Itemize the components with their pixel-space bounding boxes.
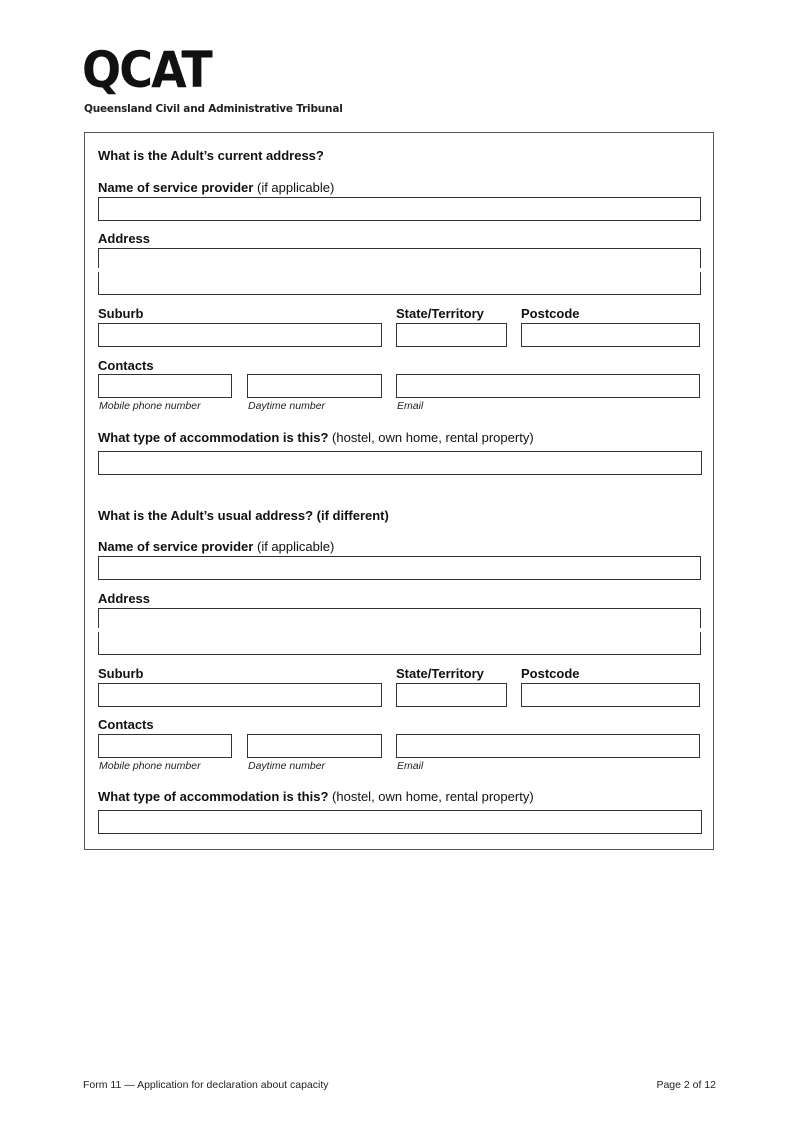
usual-postcode-label: Postcode xyxy=(521,666,580,681)
usual-state-label: State/Territory xyxy=(396,666,484,681)
usual-daytime-field[interactable] xyxy=(247,734,382,758)
usual-address-field-gap xyxy=(97,628,702,632)
usual-accommodation-label xyxy=(98,789,534,804)
qcat-logo: QCAT xyxy=(82,41,211,99)
usual-daytime-caption: Daytime number xyxy=(248,760,326,772)
usual-service-provider-field[interactable] xyxy=(98,556,701,580)
current-mobile-field[interactable] xyxy=(98,374,232,398)
current-postcode-field[interactable] xyxy=(521,323,700,347)
usual-mobile-caption: Mobile phone number xyxy=(99,760,201,772)
current-email-caption: Email xyxy=(397,400,424,412)
current-address-field-gap xyxy=(97,268,702,272)
usual-accommodation-label-text: What type of accommodation is this? xyxy=(98,789,329,804)
logo-subtitle: Queensland Civil and Administrative Tribunal xyxy=(84,103,343,115)
usual-email-field[interactable] xyxy=(396,734,700,758)
current-daytime-field[interactable] xyxy=(247,374,382,398)
current-contacts-label: Contacts xyxy=(98,358,154,373)
usual-state-field[interactable] xyxy=(396,683,507,707)
usual-service-provider-label-text: Name of service provider xyxy=(98,539,254,554)
footer-form-title: Form 11 — Application for declaration about capacity xyxy=(83,1079,329,1091)
current-postcode-label: Postcode xyxy=(521,306,580,321)
usual-postcode-field[interactable] xyxy=(521,683,700,707)
usual-address-label: Address xyxy=(98,591,151,606)
current-service-provider-field[interactable] xyxy=(98,197,701,221)
current-address-field[interactable] xyxy=(98,248,701,295)
current-address-heading: What is the Adult’s current address? xyxy=(98,148,324,163)
usual-accommodation-hint: (hostel, own home, rental property) xyxy=(332,789,534,804)
current-accommodation-label-text: What type of accommodation is this? xyxy=(98,430,329,445)
current-email-field[interactable] xyxy=(396,374,700,398)
current-service-provider-label xyxy=(98,180,334,195)
usual-service-provider-label xyxy=(98,539,334,554)
usual-email-caption: Email xyxy=(397,760,424,772)
current-suburb-field[interactable] xyxy=(98,323,382,347)
usual-suburb-label: Suburb xyxy=(98,666,144,681)
current-mobile-caption: Mobile phone number xyxy=(99,400,201,412)
current-service-provider-label-text: Name of service provider xyxy=(98,180,254,195)
current-state-label: State/Territory xyxy=(396,306,484,321)
usual-accommodation-field[interactable] xyxy=(98,810,702,834)
current-state-field[interactable] xyxy=(396,323,507,347)
footer-page-number: Page 2 of 12 xyxy=(656,1079,716,1091)
current-accommodation-hint: (hostel, own home, rental property) xyxy=(332,430,534,445)
current-daytime-caption: Daytime number xyxy=(248,400,326,412)
usual-mobile-field[interactable] xyxy=(98,734,232,758)
current-service-provider-hint: (if applicable) xyxy=(256,180,335,195)
usual-contacts-label: Contacts xyxy=(98,717,154,732)
usual-address-field[interactable] xyxy=(98,608,701,655)
current-accommodation-field[interactable] xyxy=(98,451,702,475)
current-accommodation-label xyxy=(98,430,534,445)
current-suburb-label: Suburb xyxy=(98,306,144,321)
usual-service-provider-hint: (if applicable) xyxy=(256,539,335,554)
usual-address-heading: What is the Adult’s usual address? (if different) xyxy=(98,508,389,523)
usual-suburb-field[interactable] xyxy=(98,683,382,707)
current-address-label: Address xyxy=(98,231,151,246)
